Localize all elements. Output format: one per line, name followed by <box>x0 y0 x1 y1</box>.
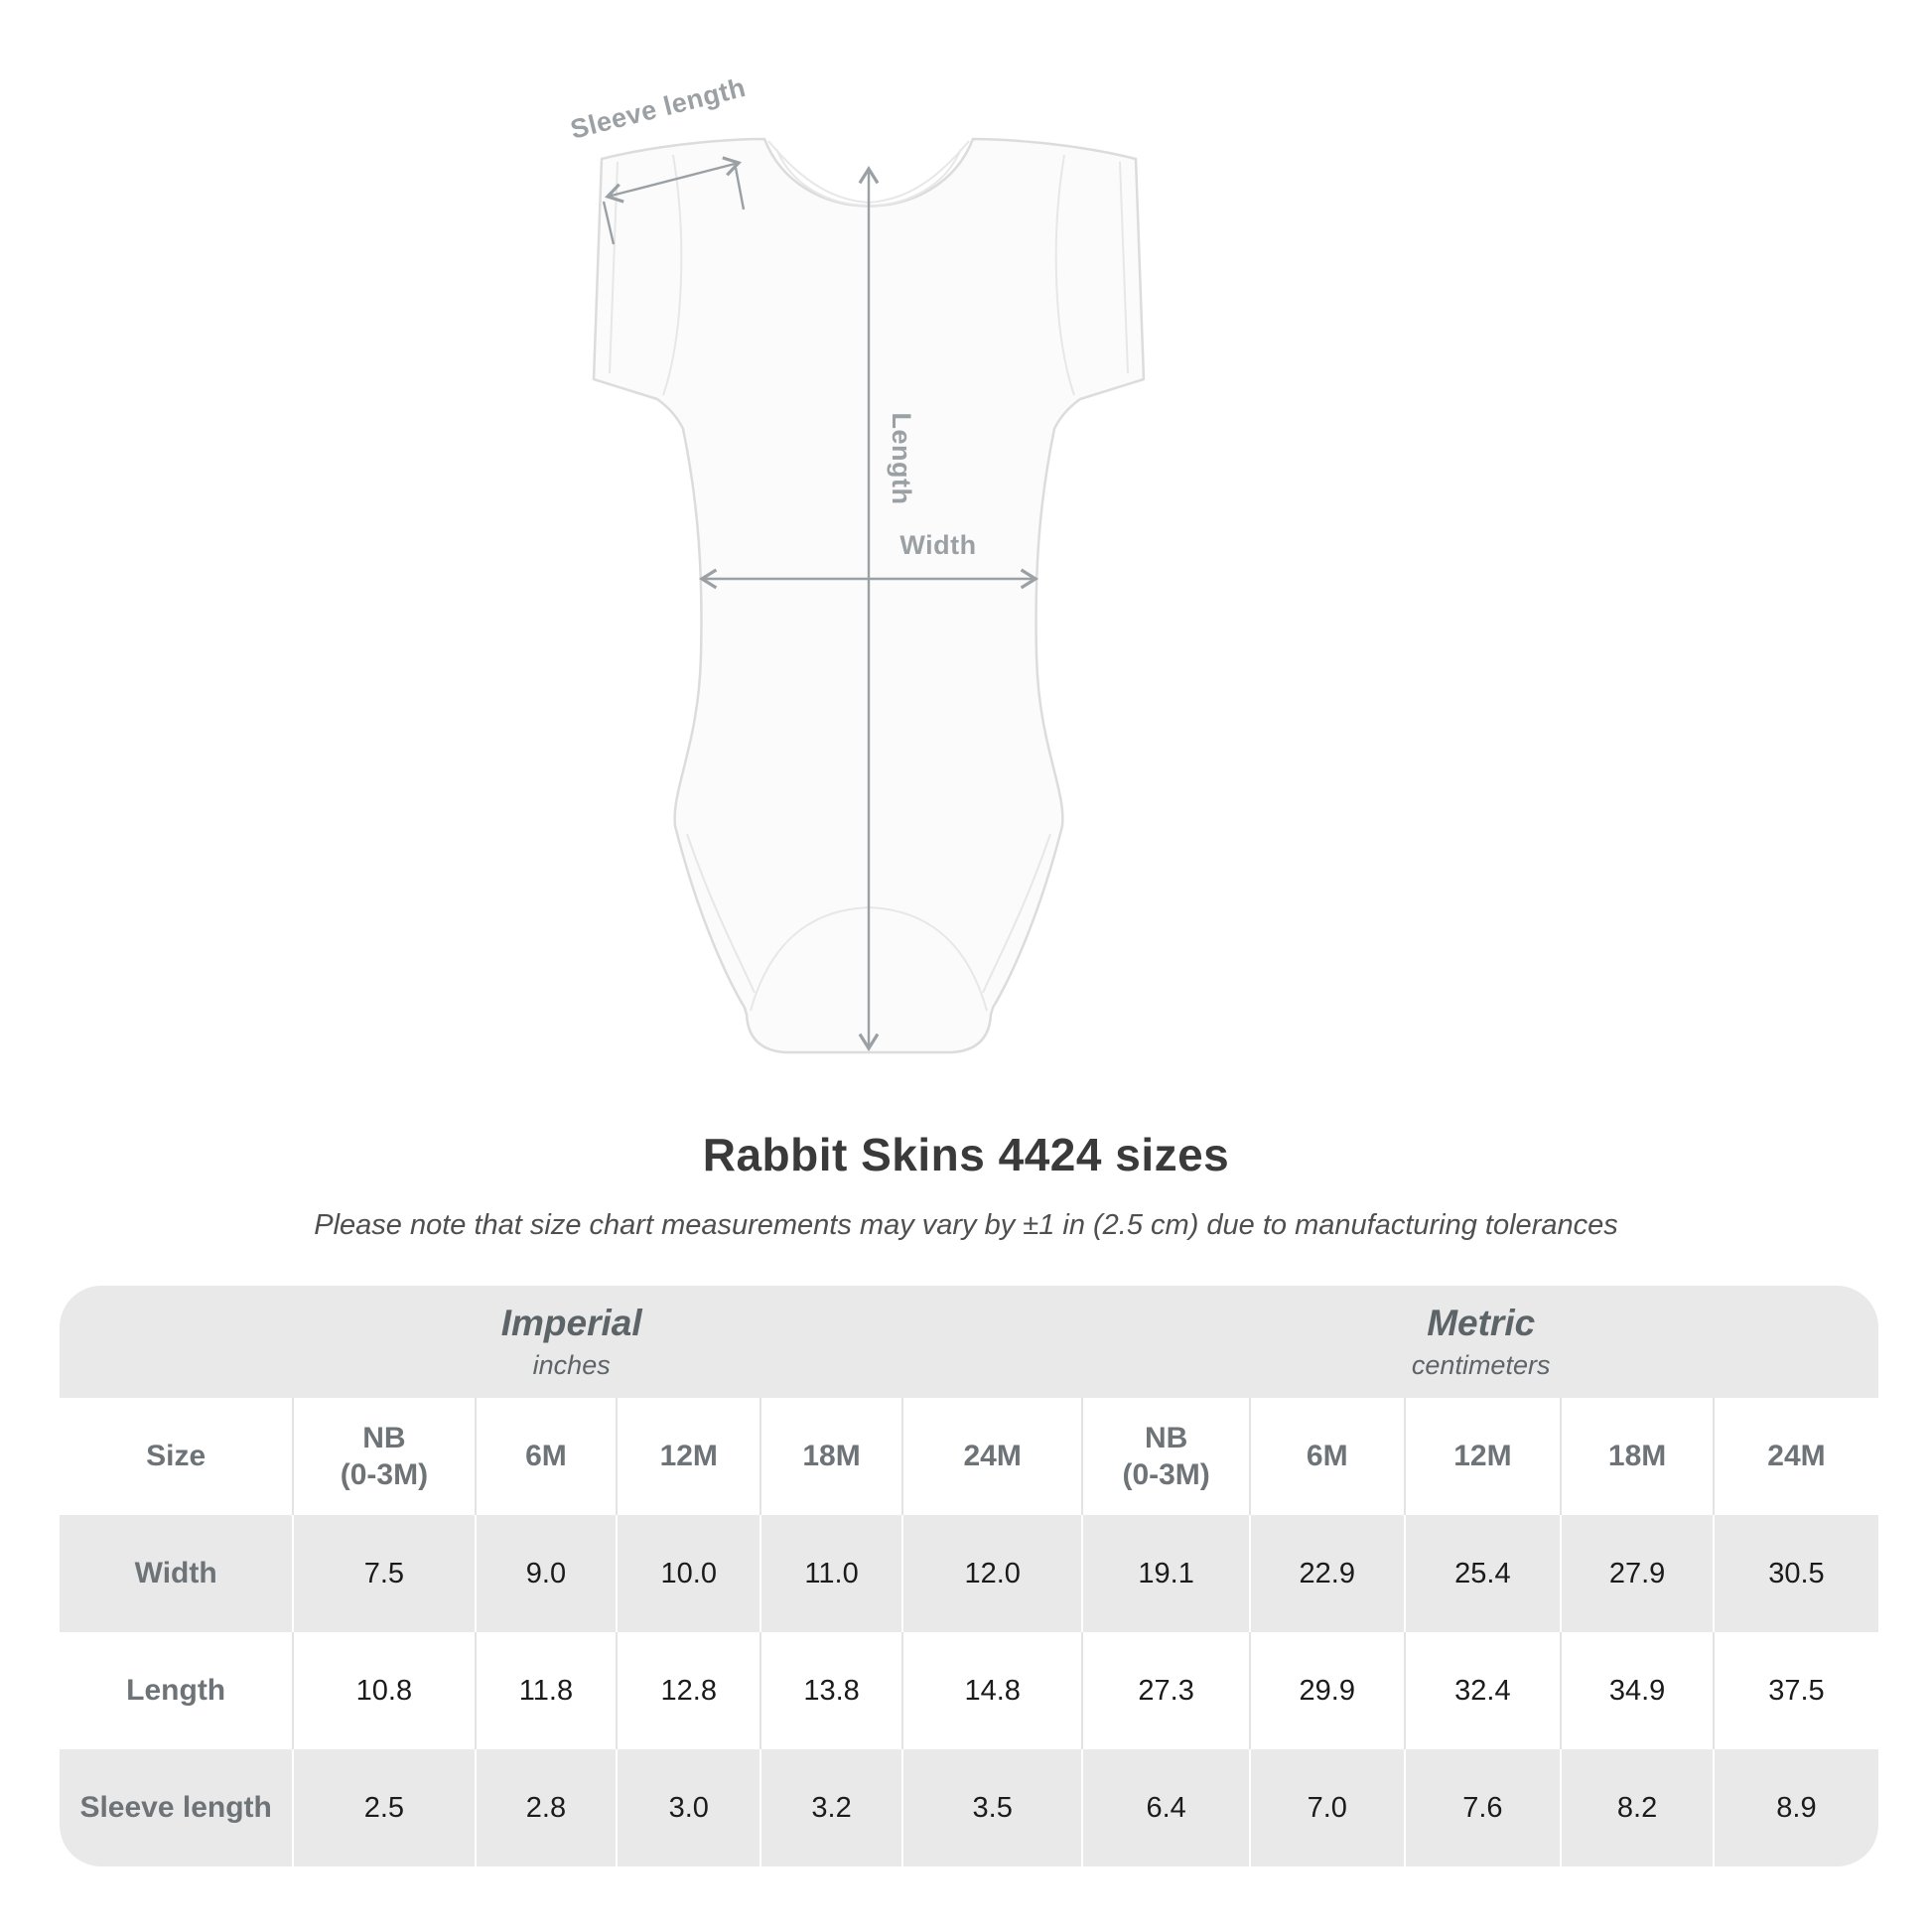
table-cell: 2.5 <box>294 1749 476 1866</box>
table-cell: 10.0 <box>618 1515 761 1632</box>
table-cell: 11.0 <box>761 1515 903 1632</box>
table-cell: 32.4 <box>1406 1632 1563 1749</box>
bodysuit-measurement-diagram <box>437 60 1499 1092</box>
column-header-line: NB <box>362 1421 406 1454</box>
row-header-sleeve-length: Sleeve length <box>60 1749 294 1866</box>
column-header-12m-imperial: 12M <box>618 1398 761 1515</box>
metric-label: Metric <box>1427 1303 1536 1343</box>
column-header-6m-metric: 6M <box>1251 1398 1406 1515</box>
column-header-18m-imperial: 18M <box>761 1398 903 1515</box>
table-cell: 25.4 <box>1406 1515 1563 1632</box>
table-cell: 7.0 <box>1251 1749 1406 1866</box>
column-header-nb-imperial <box>294 1398 476 1515</box>
column-header-line: (0-3M) <box>340 1458 429 1491</box>
table-cell: 34.9 <box>1562 1632 1715 1749</box>
column-header-24m-metric: 24M <box>1715 1398 1878 1515</box>
column-header-18m-metric: 18M <box>1562 1398 1715 1515</box>
table-cell: 7.5 <box>294 1515 476 1632</box>
imperial-sub-label: inches <box>532 1350 611 1380</box>
table-cell: 13.8 <box>761 1632 903 1749</box>
metric-sub-label: centimeters <box>1411 1350 1551 1380</box>
size-grid <box>60 1398 1878 1866</box>
imperial-label: Imperial <box>500 1303 642 1343</box>
table-cell: 3.2 <box>761 1749 903 1866</box>
table-cell: 11.8 <box>477 1632 619 1749</box>
table-cell: 19.1 <box>1083 1515 1251 1632</box>
table-cell: 9.0 <box>477 1515 619 1632</box>
table-cell: 37.5 <box>1715 1632 1878 1749</box>
page-subtitle: Please note that size chart measurements may vary by ±1 in (2.5 cm) due to manufacturing tolerances <box>314 1209 1618 1241</box>
table-cell: 30.5 <box>1715 1515 1878 1632</box>
table-cell: 27.9 <box>1562 1515 1715 1632</box>
table-cell: 3.0 <box>618 1749 761 1866</box>
table-cell: 3.5 <box>903 1749 1083 1866</box>
table-cell: 22.9 <box>1251 1515 1406 1632</box>
table-cell: 10.8 <box>294 1632 476 1749</box>
column-header-line: (0-3M) <box>1122 1458 1210 1491</box>
unit-header-row <box>60 1286 1878 1398</box>
size-table <box>60 1286 1878 1866</box>
width-label: Width <box>899 530 977 560</box>
table-cell: 2.8 <box>477 1749 619 1866</box>
column-header-line: NB <box>1144 1421 1188 1454</box>
unit-header-imperial <box>60 1286 1083 1398</box>
row-header-length: Length <box>60 1632 294 1749</box>
table-cell: 8.2 <box>1562 1749 1715 1866</box>
table-cell: 7.6 <box>1406 1749 1563 1866</box>
table-cell: 14.8 <box>903 1632 1083 1749</box>
page-title: Rabbit Skins 4424 sizes <box>702 1129 1230 1180</box>
table-cell: 8.9 <box>1715 1749 1878 1866</box>
row-header-width: Width <box>60 1515 294 1632</box>
column-header-nb-metric <box>1083 1398 1251 1515</box>
unit-header-metric <box>1083 1286 1878 1398</box>
table-cell: 12.8 <box>618 1632 761 1749</box>
column-header-24m-imperial: 24M <box>903 1398 1083 1515</box>
table-cell: 27.3 <box>1083 1632 1251 1749</box>
length-label: Length <box>887 412 916 505</box>
table-cell: 6.4 <box>1083 1749 1251 1866</box>
column-header-12m-metric: 12M <box>1406 1398 1563 1515</box>
table-cell: 12.0 <box>903 1515 1083 1632</box>
column-header-size: Size <box>60 1398 294 1515</box>
column-header-6m-imperial: 6M <box>477 1398 619 1515</box>
table-cell: 29.9 <box>1251 1632 1406 1749</box>
sleeve-length-label: Sleeve length <box>567 71 750 145</box>
bodysuit-diagram-svg <box>437 60 1499 1092</box>
